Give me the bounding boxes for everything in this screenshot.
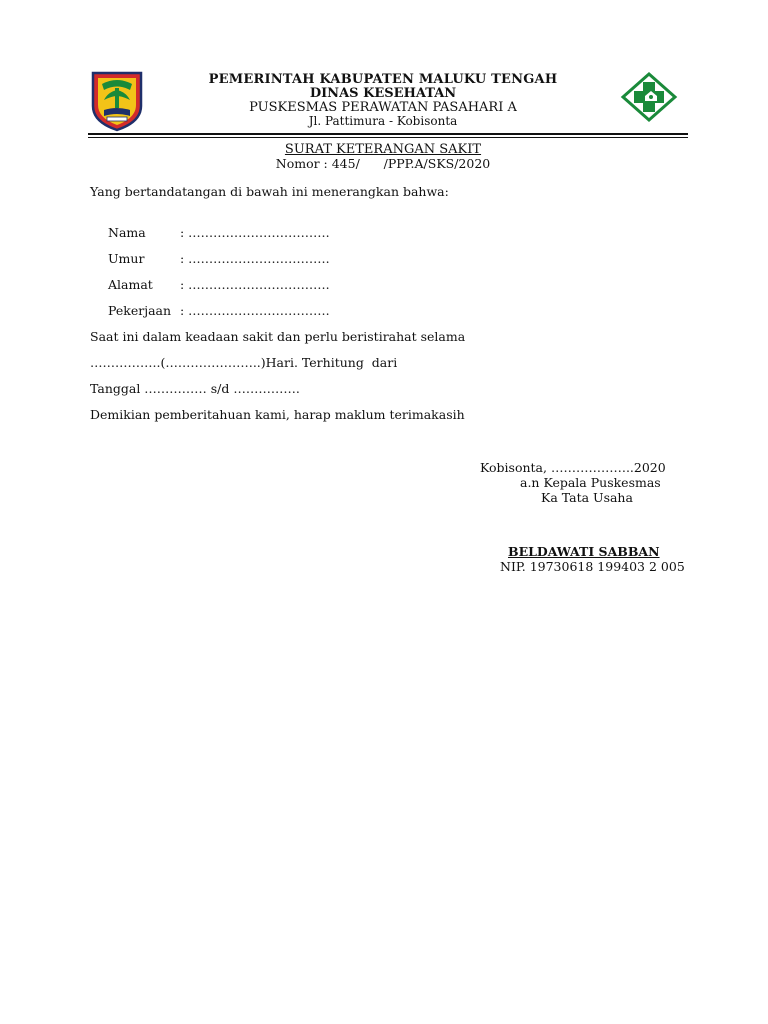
closing-text: Demikian pemberitahuan kami, harap maklum terimakasih — [90, 407, 465, 422]
header-department: DINAS KESEHATAN — [309, 86, 457, 101]
field-label-pekerjaan: Pekerjaan — [108, 303, 172, 318]
intro-text: Yang bertandatangan di bawah ini menerangkan bahwa: — [90, 184, 449, 199]
field-label-umur: Umur — [108, 251, 145, 266]
field-label-alamat: Alamat — [108, 277, 153, 292]
signature-nip: NIP. 19730618 199403 2 005 — [500, 559, 685, 574]
puskesmas-green-cross-icon — [620, 72, 678, 122]
signature-name: BELDAWATI SABBAN — [508, 544, 660, 559]
rest-date-range: Tanggal …………… s/d ……………. — [90, 381, 300, 396]
field-value-pekerjaan: : ……………………………. — [180, 303, 330, 318]
rest-duration: ……………..(…………………..)Hari. Terhitung dari — [90, 355, 398, 370]
signature-place-date: Kobisonta, ………………..2020 — [480, 460, 666, 475]
signature-on-behalf: a.n Kepala Puskesmas — [520, 475, 661, 490]
header-government: PEMERINTAH KABUPATEN MALUKU TENGAH — [208, 72, 558, 87]
regency-coat-of-arms-icon — [90, 70, 144, 132]
signature-position: Ka Tata Usaha — [541, 490, 633, 505]
field-value-umur: : ……………………………. — [180, 251, 330, 266]
letter-title: SURAT KETERANGAN SAKIT — [284, 142, 482, 157]
letter-number: Nomor : 445/ /PPP.A/SKS/2020 — [275, 156, 491, 171]
header-address: Jl. Pattimura - Kobisonta — [308, 114, 458, 128]
field-value-nama: : ……………………………. — [180, 225, 330, 240]
header-divider-thick — [88, 133, 688, 135]
header-divider-thin — [88, 137, 688, 138]
field-label-nama: Nama — [108, 225, 146, 240]
rest-statement: Saat ini dalam keadaan sakit dan perlu beristirahat selama — [90, 329, 466, 344]
field-value-alamat: : ……………………………. — [180, 277, 330, 292]
header-health-center: PUSKESMAS PERAWATAN PASAHARI A — [249, 100, 517, 115]
